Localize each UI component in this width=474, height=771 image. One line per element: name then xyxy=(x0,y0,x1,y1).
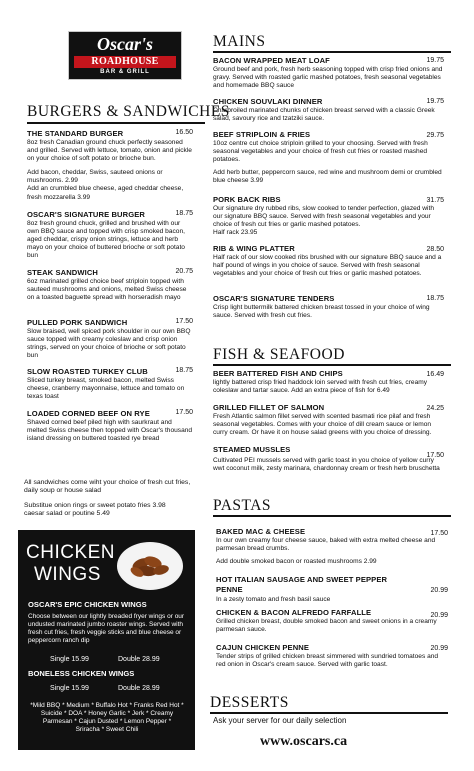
mains-item xyxy=(213,97,444,123)
epic-wings-double-price: Double 28.99 xyxy=(118,656,160,663)
desserts-heading-rule xyxy=(210,712,448,714)
item-name: BEER BATTERED FISH AND CHIPS xyxy=(213,369,343,378)
burgers-heading: BURGERS & SANDWICHES xyxy=(27,103,230,120)
item-description: Our signature dry rubbed ribs, slow cooked to tender perfection, glazed with our signature BBQ sauce. Served with fresh seasonal vegetables and your choice of fresh cut fries or garlic mashed potatoes. Half rack 23.95 xyxy=(213,205,435,237)
item-name: HOT ITALIAN SAUSAGE AND SWEET PEPPER PENNE xyxy=(216,575,388,594)
item-price: 18.75 xyxy=(426,295,444,302)
item-description: Grilled chicken breast, double smoked bacon and sweet onions in a creamy parmesan sauce. xyxy=(216,618,437,634)
item-name: OSCAR'S SIGNATURE TENDERS xyxy=(213,294,335,303)
item-description: In our own creamy four cheese sauce, baked with extra melted cheese and parmesan bread crumbs. xyxy=(216,537,436,553)
item-price: 19.75 xyxy=(426,57,444,64)
item-name: PORK BACK RIBS xyxy=(213,195,281,204)
item-name: CAJUN CHICKEN PENNE xyxy=(216,643,310,652)
item-description: 8oz fresh ground chuck, grilled and brushed with our own BBQ sauce and topped with crisp smoked bacon, aged cheddar, crispy onion strings, lettuce and herb mayo on your choice of buttered brioche or soft potato bun xyxy=(27,220,185,260)
wings-title xyxy=(26,542,115,586)
item-description: Slow braised, well spiced pork shoulder in our own BBQ sauce topped with creamy coleslaw and crisp onion strings, served on your choice of brioche or soft potato bun xyxy=(27,328,191,360)
item-price: 16.50 xyxy=(175,129,193,136)
mains-heading: MAINS xyxy=(213,33,266,50)
item-name: STEAK SANDWICH xyxy=(27,268,99,277)
item-description: Half rack of our slow cooked ribs brushed with our signature BBQ sauce and a half pound of wings in you choice of sauce. Served with fresh seasonal vegetables and your choice of fresh cut fries or garlic mashed potatoes. xyxy=(213,254,442,278)
wing-flavours-list: *Mild BBQ * Medium * Buffalo Hot * Franks Red Hot * Suicide * DOA * Honey Garlic * Jerk * Creamy Parmesan * Cajun Dusted * Lemon Pepper * Sriracha * Sweet Chili xyxy=(30,702,184,733)
item-price: 17.50 xyxy=(175,409,193,416)
burger-item xyxy=(27,367,193,401)
item-name: PULLED PORK SANDWICH xyxy=(27,318,128,327)
substitutions-note: Substitue onion rings or sweet potato fries 3.98 caesar salad or poutine 5.49 xyxy=(24,502,166,518)
mains-item xyxy=(213,195,444,237)
item-description: Shaved corned beef piled high with saurkraut and melted Swiss cheese then topped with Oscar's thousand island dressing on buttered toasted rye bread xyxy=(27,419,193,443)
fish-item xyxy=(213,369,444,395)
item-name: BACON WRAPPED MEAT LOAF xyxy=(213,56,330,65)
boneless-wings-title: BONELESS CHICKEN WINGS xyxy=(28,669,135,678)
burger-item xyxy=(27,210,193,260)
mains-item xyxy=(213,56,444,90)
item-price: 17.50 xyxy=(175,318,193,325)
item-description: lightly battered crisp fried haddock loin served with fresh cut fries, creamy coleslaw and tartar sauce. Add an extra piece of fish for 6.49 xyxy=(213,379,428,395)
item-price: 20.75 xyxy=(175,268,193,275)
item-name: BEEF STRIPLOIN & FRIES xyxy=(213,130,311,139)
item-description: 10oz centre cut choice striploin grilled to your choosing. Served with fresh seasonal vegetables and your choice of fresh cut fries or roasted mashed potatoes. xyxy=(213,140,428,164)
item-price: 20.99 xyxy=(430,587,448,594)
item-description: 8oz fresh Canadian ground chuck perfectly seasoned and grilled. Served with lettuce, tomato, onion and pickle on your choice of soft potato or brioche bun. xyxy=(27,139,192,163)
wings-photo-icon xyxy=(117,542,183,590)
pasta-item xyxy=(216,608,448,634)
epic-wings-description: Choose between our lightly breaded fryer wings or our undusted marinated jumbo roaster wings. Served with fresh cut fries, fresh veggie sticks and blue cheese or peppercorn ranch dip xyxy=(28,613,185,644)
item-price: 24.25 xyxy=(426,405,444,412)
item-description: Charbroiled marinated chunks of chicken breast served with a classic Greek salad, savoury rice and tzatziki sauce. xyxy=(213,107,435,123)
logo-oscars-text: Oscar's xyxy=(96,34,153,54)
sides-note: All sandwiches come wiht your choice of fresh cut fries, daily soup or house salad xyxy=(24,479,191,495)
item-description: Fresh Atlantic salmon fillet served with scented basmati rice pilaf and fresh seasonal vegetables. Comes with your choice of dill cream sauce or lemon curry cream. Or have it on house salad greens with you choice of dressing. xyxy=(213,413,432,437)
fish-heading: FISH & SEAFOOD xyxy=(213,346,345,363)
item-price: 16.49 xyxy=(426,371,444,378)
item-price: 17.50 xyxy=(430,530,448,537)
epic-wings-single-price: Single 15.99 xyxy=(50,656,89,663)
item-addons: Add herb butter, peppercorn sauce, red wine and mushroom demi or crumbled blue cheese 3.99 xyxy=(213,169,442,185)
mains-item xyxy=(213,244,444,278)
boneless-wings-single-price: Single 15.99 xyxy=(50,685,89,692)
item-addons: Add bacon, cheddar, Swiss, sauteed onions or mushrooms. 2.99 Add an crumbled blue cheese, aged cheddar cheese, fresh mozzarella 3.99 xyxy=(27,169,184,201)
pasta-item xyxy=(216,575,448,604)
item-price: 28.50 xyxy=(426,246,444,253)
pasta-item xyxy=(216,527,448,566)
item-description: Sliced turkey breast, smoked bacon, melted Swiss cheese, cranberry mayonnaise, lettuce and tomato on texas toast xyxy=(27,377,185,401)
mains-item xyxy=(213,130,444,185)
item-name: STEAMED MUSSLES xyxy=(213,445,291,454)
item-price: 18.75 xyxy=(175,367,193,374)
mains-item xyxy=(213,294,444,320)
item-description: Tender strips of grilled chicken breast simmered with sundried tomatoes and red onion in Oscar's cream sauce. Served with garlic toast. xyxy=(216,653,439,669)
wings-title-line2: WINGS xyxy=(34,564,101,585)
item-price: 29.75 xyxy=(426,132,444,139)
item-name: RIB & WING PLATTER xyxy=(213,244,295,253)
item-name: GRILLED FILLET OF SALMON xyxy=(213,403,325,412)
item-price: 17.50 xyxy=(426,452,444,459)
pasta-item xyxy=(216,643,448,669)
wings-title-line1: CHICKEN xyxy=(26,542,116,563)
item-name: OSCAR'S SIGNATURE BURGER xyxy=(27,210,145,219)
burger-item xyxy=(27,268,193,302)
item-addons: Add double smoked bacon or roasted mushrooms 2.99 xyxy=(216,558,377,566)
item-name: SLOW ROASTED TURKEY CLUB xyxy=(27,367,148,376)
boneless-wings-double-price: Double 28.99 xyxy=(118,685,160,692)
item-price: 20.99 xyxy=(430,645,448,652)
item-name: CHICKEN & BACON ALFREDO FARFALLE xyxy=(216,608,372,617)
item-price: 20.99 xyxy=(430,612,448,619)
item-price: 19.75 xyxy=(426,98,444,105)
desserts-heading: DESSERTS xyxy=(210,694,289,711)
burgers-heading-rule xyxy=(27,122,205,124)
item-price: 18.75 xyxy=(175,210,193,217)
logo-bar-grill-text: BAR & GRILL xyxy=(100,69,150,75)
item-description: In a zesty tomato and fresh basil sauce xyxy=(216,596,331,603)
logo-roadhouse-text: ROADHOUSE xyxy=(74,56,176,68)
fish-heading-rule xyxy=(213,364,451,366)
restaurant-logo xyxy=(68,31,182,80)
fish-item xyxy=(213,445,444,473)
pastas-heading: PASTAS xyxy=(213,497,272,514)
fish-item xyxy=(213,403,444,437)
item-description: Cultivated PEI mussels served with garlic toast in you choice of yellow curry wwt coconut milk, zesty marinara, chardonnay cream or fresh herb bruschetta xyxy=(213,457,440,473)
item-name: CHICKEN SOUVLAKI DINNER xyxy=(213,97,323,106)
burger-item xyxy=(27,129,193,202)
desserts-note: Ask your server for our daily selection xyxy=(213,716,347,725)
item-description: 6oz marinated grilled choice beef striploin topped with sauteed mushrooms and onions, melted Swiss cheese on a toasted baguette spread with horseradish mayo xyxy=(27,278,187,302)
item-description: Crisp light buttermilk battered chicken breast tossed in your choice of wing sauce. Served with fresh cut fries. xyxy=(213,304,430,320)
epic-wings-title: OSCAR'S EPIC CHICKEN WINGS xyxy=(28,600,147,609)
item-name: THE STANDARD BURGER xyxy=(27,129,124,138)
chicken-wings-box xyxy=(18,530,195,750)
pastas-heading-rule xyxy=(213,515,451,517)
item-price: 31.75 xyxy=(426,197,444,204)
item-description: Ground beef and pork, fresh herb seasoning topped with crisp fried onions and gravy. Served with roasted garlic mashed potatoes, fresh seasonal vegetables and homemade BBQ sauce xyxy=(213,66,443,90)
item-name: LOADED CORNED BEEF ON RYE xyxy=(27,409,150,418)
item-name: BAKED MAC & CHEESE xyxy=(216,527,306,536)
burger-item xyxy=(27,409,193,443)
wings-plate-image xyxy=(117,542,183,590)
website-url[interactable]: www.oscars.ca xyxy=(260,734,348,749)
burger-item xyxy=(27,318,193,360)
mains-heading-rule xyxy=(213,51,451,53)
